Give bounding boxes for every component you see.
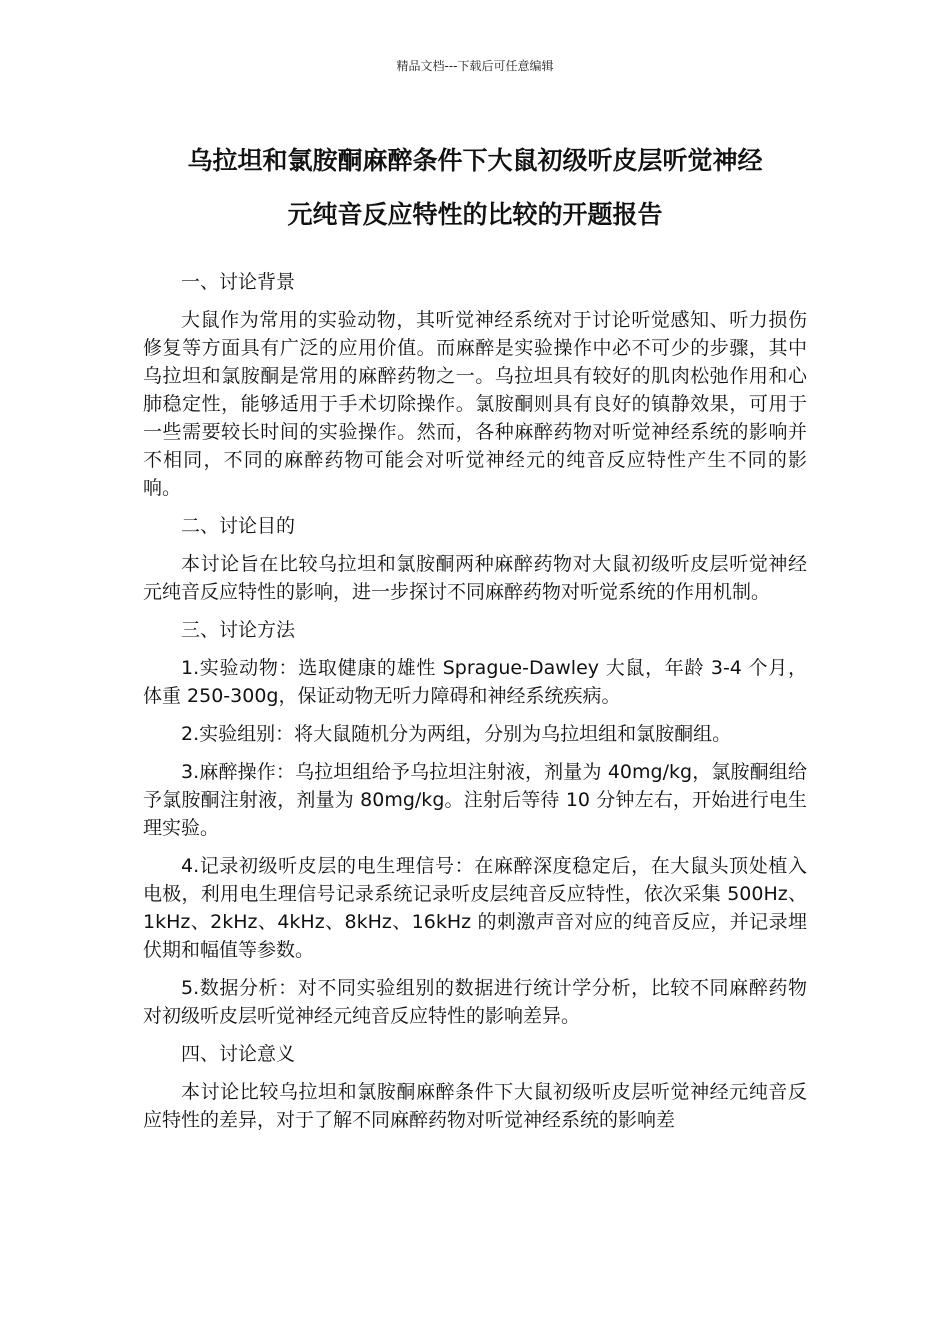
section-heading-methods: 三、讨论方法 xyxy=(181,619,296,641)
document-body xyxy=(143,268,807,1144)
method-item-recording: 4.记录初级听皮层的电生理信号：在麻醉深度稳定后，在大鼠头顶处植入电极，利用电生理信号记录系统记录听皮层纯音反应特性，依次采集 500Hz、1kHz、2kHz、4kHz、8kHz、16kHz 的刺激声音对应的纯音反应，并记录埋伏期和幅值等参数。 xyxy=(143,855,807,961)
purpose-paragraph: 本讨论旨在比较乌拉坦和氯胺酮两种麻醉药物对大鼠初级听皮层听觉神经元纯音反应特性的影响，进一步探讨不同麻醉药物对听觉系统的作用机制。 xyxy=(143,553,807,603)
header-note: 精品文档---下载后可任意编辑 xyxy=(396,59,554,73)
significance-paragraph: 本讨论比较乌拉坦和氯胺酮麻醉条件下大鼠初级听皮层听觉神经元纯音反应特性的差异，对于了解不同麻醉药物对听觉神经系统的影响差 xyxy=(143,1081,807,1131)
section-heading-significance: 四、讨论意义 xyxy=(181,1043,296,1065)
title-line-2: 元纯音反应特性的比较的开题报告 xyxy=(287,200,663,229)
section-heading-background: 一、讨论背景 xyxy=(181,271,296,293)
background-paragraph: 大鼠作为常用的实验动物，其听觉神经系统对于讨论听觉感知、听力损伤修复等方面具有广泛的应用价值。而麻醉是实验操作中必不可少的步骤，其中乌拉坦和氯胺酮是常用的麻醉药物之一。乌拉坦具有较好的肌肉松弛作用和心肺稳定性，能够适用于手术切除操作。氯胺酮则具有良好的镇静效果，可用于一些需要较长时间的实验操作。然而，各种麻醉药物对听觉神经系统的影响并不相同，不同的麻醉药物可能会对听觉神经元的纯音反应特性产生不同的影响。 xyxy=(143,309,807,499)
section-heading-purpose: 二、讨论目的 xyxy=(181,515,296,537)
title-line-1: 乌拉坦和氯胺酮麻醉条件下大鼠初级听皮层听觉神经 xyxy=(187,146,763,175)
method-item-groups: 2.实验组别：将大鼠随机分为两组，分别为乌拉坦组和氯胺酮组。 xyxy=(181,723,732,745)
method-item-anesthesia: 3.麻醉操作：乌拉坦组给予乌拉坦注射液，剂量为 40mg/kg，氯胺酮组给予氯胺酮注射液，剂量为 80mg/kg。注射后等待 10 分钟左右，开始进行电生理实验。 xyxy=(143,761,807,839)
document-title xyxy=(110,134,840,242)
method-item-analysis: 5.数据分析：对不同实验组别的数据进行统计学分析，比较不同麻醉药物对初级听皮层听觉神经元纯音反应特性的影响差异。 xyxy=(143,977,807,1027)
method-item-animals: 1.实验动物：选取健康的雄性 Sprague-Dawley 大鼠，年龄 3-4 个月，体重 250-300g，保证动物无听力障碍和神经系统疾病。 xyxy=(143,657,807,707)
